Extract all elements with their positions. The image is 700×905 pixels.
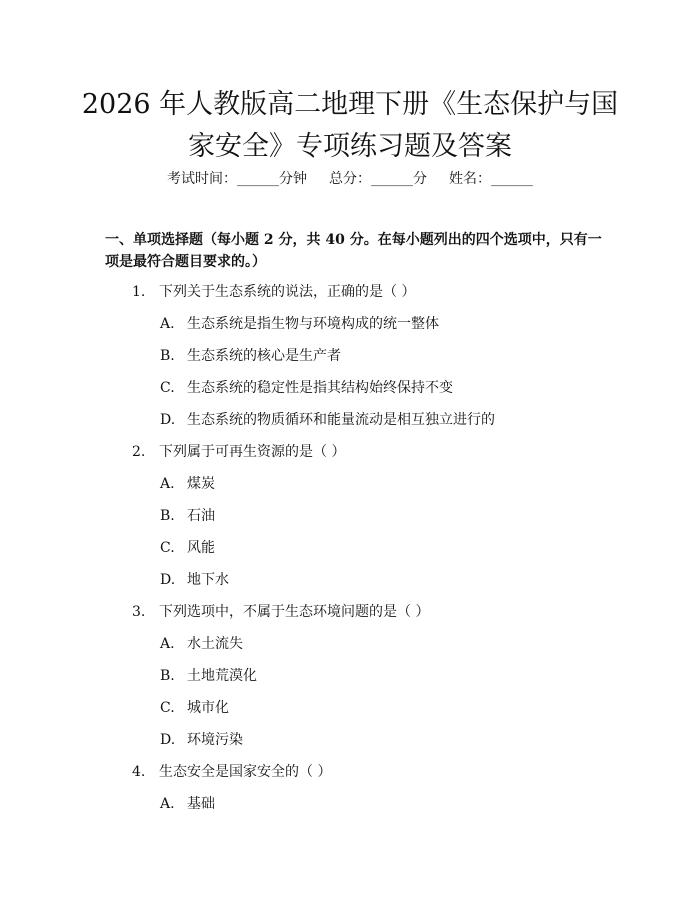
- option-letter: D.: [160, 412, 176, 428]
- option-letter: B.: [160, 668, 175, 684]
- option-text: 土地荒漠化: [187, 668, 257, 684]
- option-letter: D.: [160, 732, 176, 748]
- option-letter: A.: [160, 476, 175, 492]
- question-number: 2.: [132, 444, 146, 460]
- option-text: 基础: [187, 796, 215, 812]
- title-line-1: 2026 年人教版高二地理下册《生态保护与国: [81, 89, 619, 120]
- option-text: 石油: [187, 508, 215, 524]
- question-number: 3.: [132, 604, 146, 620]
- section-heading: 一、单项选择题（每小题 2 分，共 40 分。在每小题列出的四个选项中，只有一项是最符合题目要求的。）: [105, 232, 602, 270]
- option-letter: A.: [160, 796, 175, 812]
- option-text: 生态系统的核心是生产者: [187, 348, 341, 364]
- option-letter: B.: [160, 348, 175, 364]
- total-score: 总分：______分: [329, 171, 427, 187]
- exam-time: 考试时间：______分钟: [167, 171, 307, 187]
- question-number: 1.: [132, 284, 146, 300]
- option-text: 水土流失: [187, 636, 243, 652]
- student-name: 姓名：______: [449, 171, 533, 187]
- question-text: 下列关于生态系统的说法，正确的是（ ）: [159, 284, 416, 300]
- option-letter: C.: [160, 540, 175, 556]
- option-letter: B.: [160, 508, 175, 524]
- exam-info: [0, 170, 700, 188]
- option-text: 生态系统是指生物与环境构成的统一整体: [187, 316, 439, 332]
- option-text: 风能: [187, 540, 215, 556]
- option-text: 城市化: [187, 700, 229, 716]
- option-letter: C.: [160, 380, 175, 396]
- option-text: 生态系统的稳定性是指其结构始终保持不变: [187, 380, 453, 396]
- question-number: 4.: [132, 764, 146, 780]
- option-letter: A.: [160, 316, 175, 332]
- question-text: 生态安全是国家安全的（ ）: [159, 764, 332, 780]
- title-line-2: 家安全》专项练习题及答案: [188, 131, 512, 162]
- option-text: 生态系统的物质循环和能量流动是相互独立进行的: [187, 412, 495, 428]
- option-letter: A.: [160, 636, 175, 652]
- document-title: [80, 84, 620, 168]
- question-text: 下列选项中，不属于生态环境问题的是（ ）: [159, 604, 430, 620]
- question-text: 下列属于可再生资源的是（ ）: [159, 444, 346, 460]
- option-text: 地下水: [187, 572, 229, 588]
- option-text: 环境污染: [187, 732, 243, 748]
- option-letter: C.: [160, 700, 175, 716]
- option-text: 煤炭: [187, 476, 215, 492]
- option-letter: D.: [160, 572, 176, 588]
